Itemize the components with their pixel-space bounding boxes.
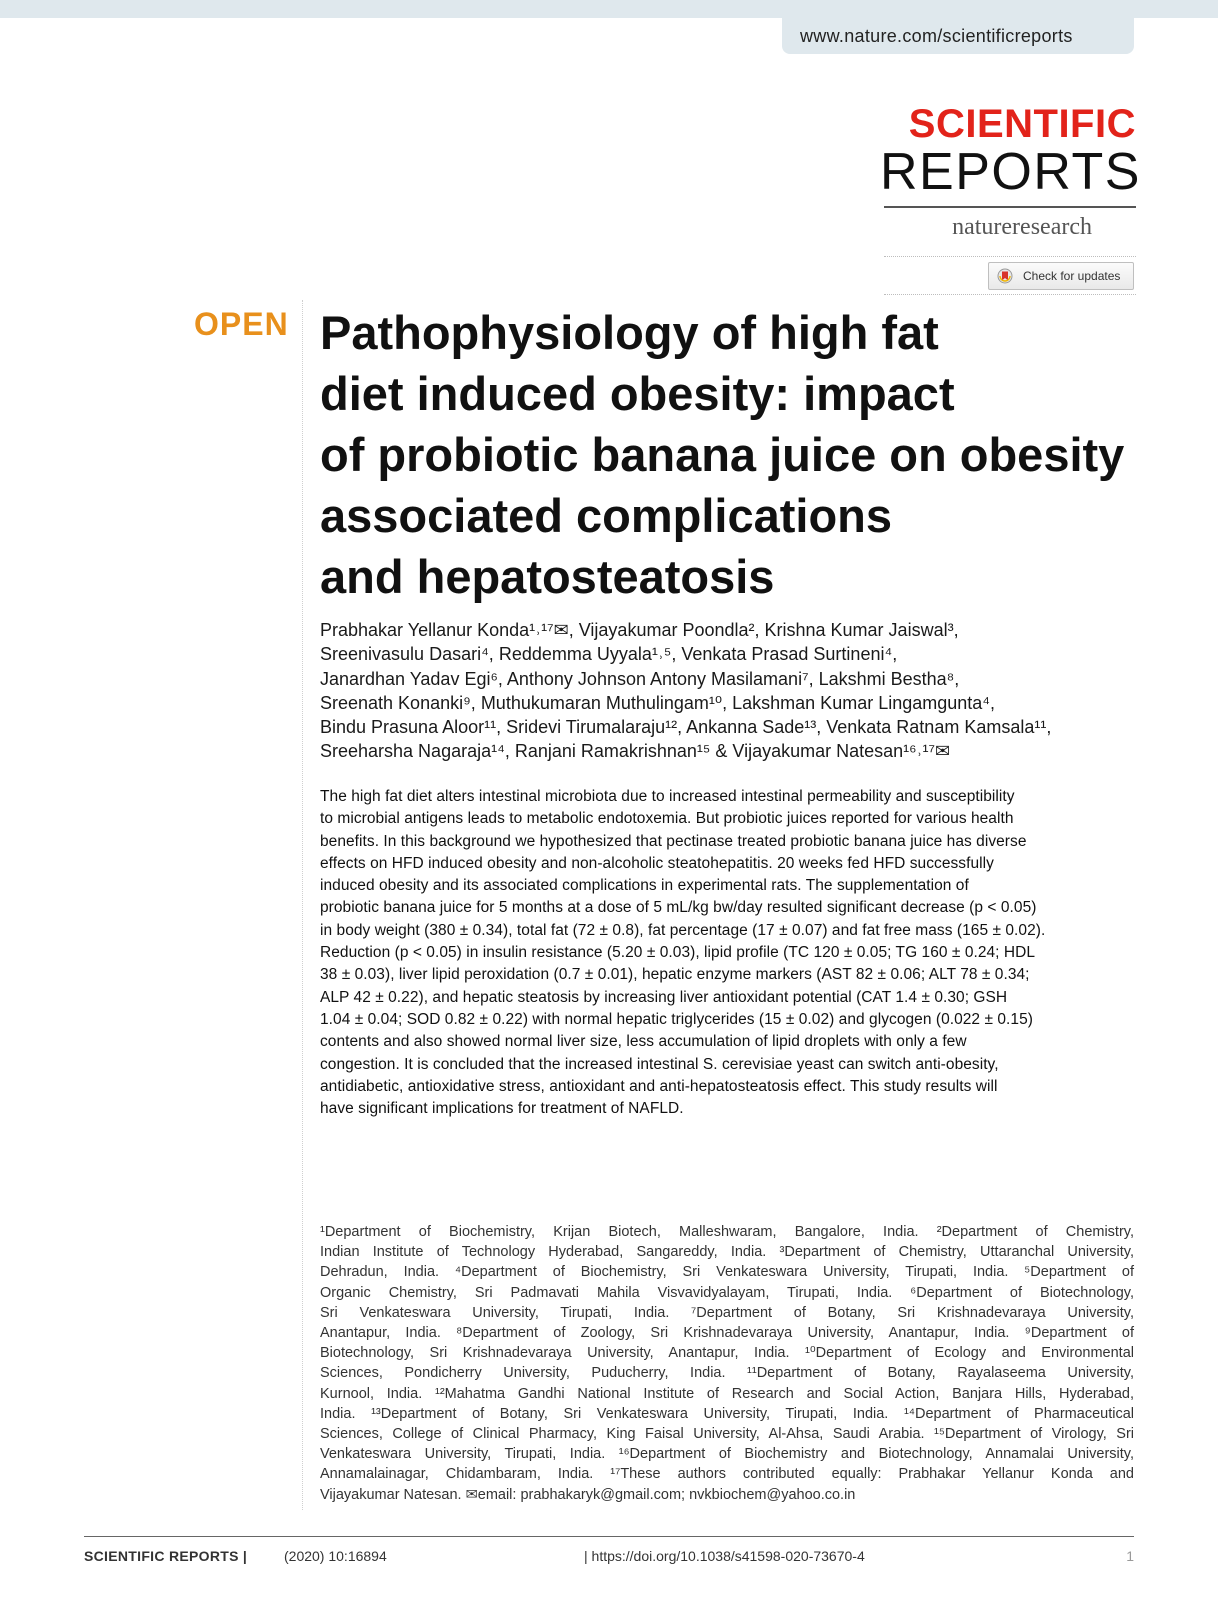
abstract-line: in body weight (380 ± 0.34), total fat (72 ± 0.8), fat percentage (17 ± 0.07) and fat free mass (165 ± 0.02). xyxy=(320,921,1046,939)
footer-journal: SCIENTIFIC REPORTS | xyxy=(84,1548,248,1564)
dotted-divider xyxy=(884,256,1136,257)
affiliation-line: Sciences, College of Clinical Pharmacy, King Faisal University, Al-Ahsa, Saudi Arabia. ¹⁵Department of Virology, Sri xyxy=(320,1426,1134,1443)
affiliation-line: Dehradun, India. ⁴Department of Biochemistry, Sri Venkateswara University, Tirupati, India. ⁵Department of xyxy=(320,1264,1134,1281)
affiliation-line: Kurnool, India. ¹²Mahatma Gandhi National Institute of Research and Social Action, Banjara Hills, Hyderabad, xyxy=(320,1385,1134,1402)
author-line: Prabhakar Yellanur Konda¹˒¹⁷✉, Vijayakumar Poondla², Krishna Kumar Jaiswal³, xyxy=(320,620,959,640)
author-line: Sreenivasulu Dasari⁴, Reddemma Uyyala¹˒⁵, Venkata Prasad Surtineni⁴, xyxy=(320,644,898,665)
abstract-line: Reduction (p < 0.05) in insulin resistance (5.20 ± 0.03), lipid profile (TC 120 ± 0.05; TG 160 ± 0.24; HDL xyxy=(320,944,1036,962)
check-for-updates-button[interactable] xyxy=(988,262,1134,290)
title-line: of probiotic banana juice on obesity xyxy=(320,428,1125,481)
abstract-line: antidiabetic, antioxidative stress, antioxidant and anti-hepatosteatosis effect. This study results will xyxy=(320,1077,998,1095)
affiliation-line: ¹Department of Biochemistry, Krijan Biotech, Malleshwaram, Bangalore, India. ²Department of Chemistry, xyxy=(320,1224,1134,1240)
url-tab[interactable] xyxy=(782,18,1134,54)
affiliation-line: Indian Institute of Technology Hyderabad, Sangareddy, India. ³Department of Chemistry, Uttaranchal University, xyxy=(320,1244,1134,1261)
abstract-line: induced obesity and its associated complications in experimental rats. The supplementation of xyxy=(320,877,969,895)
abstract-line: probiotic banana juice for 5 months at a dose of 5 mL/kg bw/day resulted significant decrease (p < 0.05) xyxy=(320,899,1037,917)
article-title xyxy=(320,302,1140,607)
abstract-line: effects on HFD induced obesity and non-alcoholic steatohepatitis. 20 weeks fed HFD successfully xyxy=(320,854,994,872)
publisher-name: natureresearch xyxy=(952,214,1092,240)
abstract-line: 38 ± 0.03), liver lipid peroxidation (0.7 ± 0.01), hepatic enzyme markers (AST 82 ± 0.06; ALT 78 ± 0.34; xyxy=(320,966,1030,984)
dotted-divider xyxy=(884,294,1136,295)
doi-link[interactable]: | https://doi.org/10.1038/s41598-020-73670-4 xyxy=(584,1548,865,1564)
author-list xyxy=(320,618,1150,764)
affiliation-line: Anantapur, India. ⁸Department of Zoology, Sri Krishnadevaraya University, Anantapur, India. ⁹Department of xyxy=(320,1325,1134,1342)
abstract-line: have significant implications for treatment of NAFLD. xyxy=(320,1100,684,1118)
abstract-line: The high fat diet alters intestinal microbiota due to increased intestinal permeability and susceptibility xyxy=(320,788,1015,805)
journal-url[interactable]: www.nature.com/scientificreports xyxy=(800,26,1073,46)
affiliation-line: Annamalainagar, Chidambaram, India. ¹⁷These authors contributed equally: Prabhakar Yellanur Konda and xyxy=(320,1466,1134,1483)
abstract-line: congestion. It is concluded that the increased intestinal S. cerevisiae yeast can switch anti-obesity, xyxy=(320,1055,999,1073)
affiliation-line: Biotechnology, Sri Krishnadevaraya University, Anantapur, India. ¹⁰Department of Ecology and Environmental xyxy=(320,1345,1134,1362)
affiliation-line: India. ¹³Department of Botany, Sri Venkateswara University, Tirupati, India. ¹⁴Department of Pharmaceutical xyxy=(320,1405,1134,1422)
abstract-line: benefits. In this background we hypothesized that pectinase treated probiotic banana juice has diverse xyxy=(320,832,1027,850)
abstract-line: ALP 42 ± 0.22), and hepatic steatosis by increasing liver antioxidant potential (CAT 1.4 ± 0.30; GSH xyxy=(320,988,1008,1006)
page-number: 1 xyxy=(1126,1548,1134,1564)
author-line: Sreenath Konanki⁹, Muthukumaran Muthulingam¹⁰, Lakshman Kumar Lingamgunta⁴, xyxy=(320,692,996,713)
journal-logo xyxy=(880,102,1141,201)
footer-volume: (2020) 10:16894 xyxy=(284,1548,387,1564)
title-line: Pathophysiology of high fat xyxy=(320,306,939,359)
author-line: Janardhan Yadav Egi⁶, Anthony Johnson Antony Masilamani⁷, Lakshmi Bestha⁸, xyxy=(320,668,960,689)
margin-rule xyxy=(302,300,303,1510)
title-line: associated complications xyxy=(320,489,893,542)
abstract xyxy=(320,786,1140,1120)
abstract-line: contents and also showed normal liver size, less accumulation of lipid droplets with only a few xyxy=(320,1033,967,1051)
affiliation-line: Sri Venkateswara University, Tirupati, India. ⁷Department of Botany, Sri Krishnadevaraya University, xyxy=(320,1304,1134,1321)
footer-divider xyxy=(84,1536,1134,1537)
affiliation-line: Sciences, Pondicherry University, Puducherry, India. ¹¹Department of Botany, Rayalaseema University, xyxy=(320,1365,1134,1382)
open-access-label: OPEN xyxy=(194,306,289,342)
title-line: and hepatosteatosis xyxy=(320,550,775,603)
affiliation-line: Vijayakumar Natesan. ✉email: prabhakaryk@gmail.com; nvkbiochem@yahoo.co.in xyxy=(320,1486,856,1503)
abstract-line: 1.04 ± 0.04; SOD 0.82 ± 0.22) with normal hepatic triglycerides (15 ± 0.02) and glycogen (0.022 ± 0.15) xyxy=(320,1010,1033,1028)
affiliation-line: Organic Chemistry, Sri Padmavati Mahila Visvavidyalayam, Tirupati, India. ⁶Department of Biotechnology, xyxy=(320,1284,1134,1301)
title-line: diet induced obesity: impact xyxy=(320,367,955,420)
author-line: Sreeharsha Nagaraja¹⁴, Ranjani Ramakrishnan¹⁵ & Vijayakumar Natesan¹⁶˒¹⁷✉ xyxy=(320,741,951,762)
abstract-line: to microbial antigens leads to metabolic endotoxemia. But probiotic juices reported for various health xyxy=(320,810,1014,828)
affiliation-line: Venkateswara University, Tirupati, India. ¹⁶Department of Biochemistry and Biotechnology, Annamalai University, xyxy=(320,1446,1134,1463)
check-for-updates-label: Check for updates xyxy=(1023,269,1121,283)
author-line: Bindu Prasuna Aloor¹¹, Sridevi Tirumalaraju¹², Ankanna Sade¹³, Venkata Ratnam Kamsala¹¹, xyxy=(320,717,1052,738)
top-band xyxy=(0,0,1218,18)
logo-reports: REPORTS xyxy=(880,143,1141,201)
logo-divider xyxy=(884,206,1136,208)
updates-icon xyxy=(997,268,1013,284)
affiliations xyxy=(320,1222,1134,1505)
logo-scientific: SCIENTIFIC xyxy=(908,102,1136,146)
